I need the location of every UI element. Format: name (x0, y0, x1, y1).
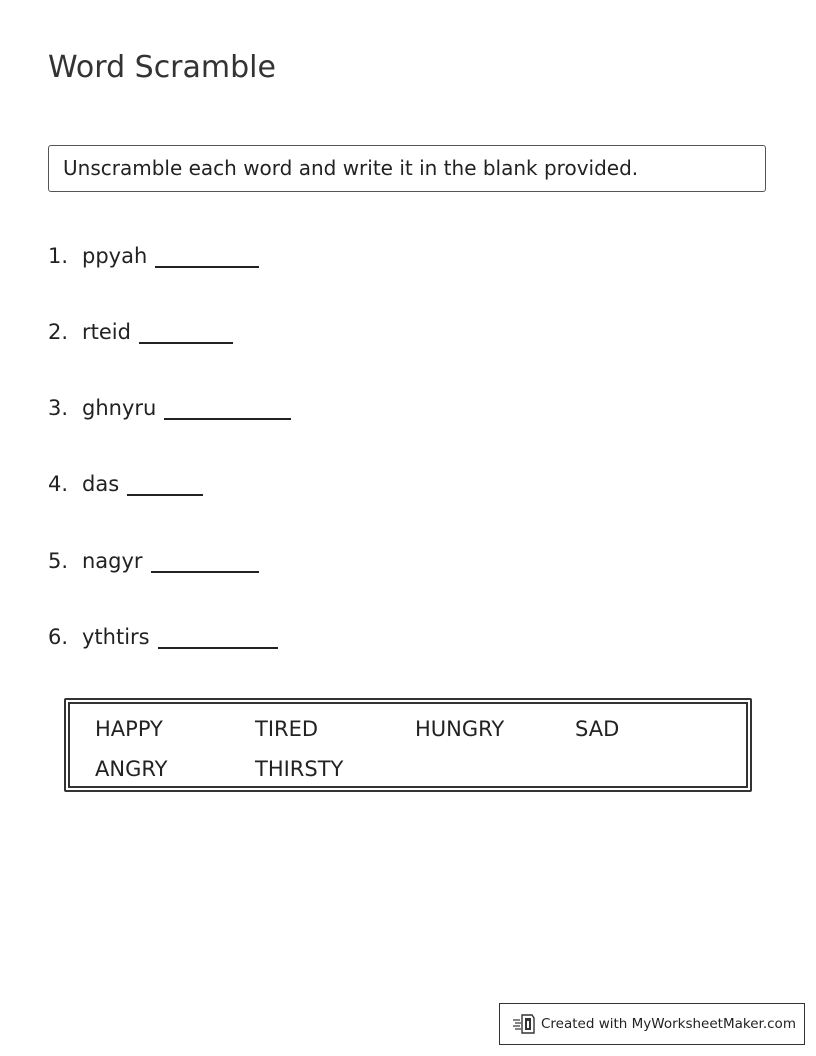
question-3 (48, 392, 291, 424)
word-bank-item: THIRSTY (255, 757, 344, 781)
scrambled-word: nagyr (82, 549, 143, 573)
answer-blank[interactable] (139, 316, 233, 344)
scrambled-word: das (82, 472, 120, 496)
question-number: 6. (48, 625, 69, 649)
question-number: 5. (48, 549, 69, 573)
answer-blank[interactable] (164, 392, 291, 420)
page-title: Word Scramble (48, 50, 276, 85)
question-number: 3. (48, 396, 69, 420)
answer-blank[interactable] (158, 621, 278, 649)
word-bank-item: SAD (575, 717, 620, 741)
question-number: 1. (48, 244, 69, 268)
instructions-box: Unscramble each word and write it in the blank provided. (48, 145, 766, 192)
question-6 (48, 621, 278, 653)
scrambled-word: rteid (82, 320, 131, 344)
word-bank-item: HUNGRY (415, 717, 505, 741)
question-number: 4. (48, 472, 69, 496)
footer-text: Created with MyWorksheetMaker.com (541, 1016, 796, 1032)
word-bank-item: ANGRY (95, 757, 168, 781)
footer-badge[interactable] (499, 1003, 805, 1045)
answer-blank[interactable] (127, 468, 203, 496)
worksheet-maker-logo-icon (512, 1012, 536, 1036)
word-bank-inner-border (68, 702, 748, 788)
question-5 (48, 545, 259, 577)
question-1 (48, 240, 259, 272)
answer-blank[interactable] (155, 240, 259, 268)
scrambled-word: ghnyru (82, 396, 157, 420)
question-4 (48, 468, 203, 500)
question-number: 2. (48, 320, 69, 344)
word-bank-item: TIRED (255, 717, 319, 741)
answer-blank[interactable] (151, 545, 259, 573)
word-bank-item: HAPPY (95, 717, 163, 741)
question-2 (48, 316, 233, 348)
scrambled-word: ppyah (82, 244, 148, 268)
word-bank (64, 698, 752, 792)
scrambled-word: ythtirs (82, 625, 150, 649)
